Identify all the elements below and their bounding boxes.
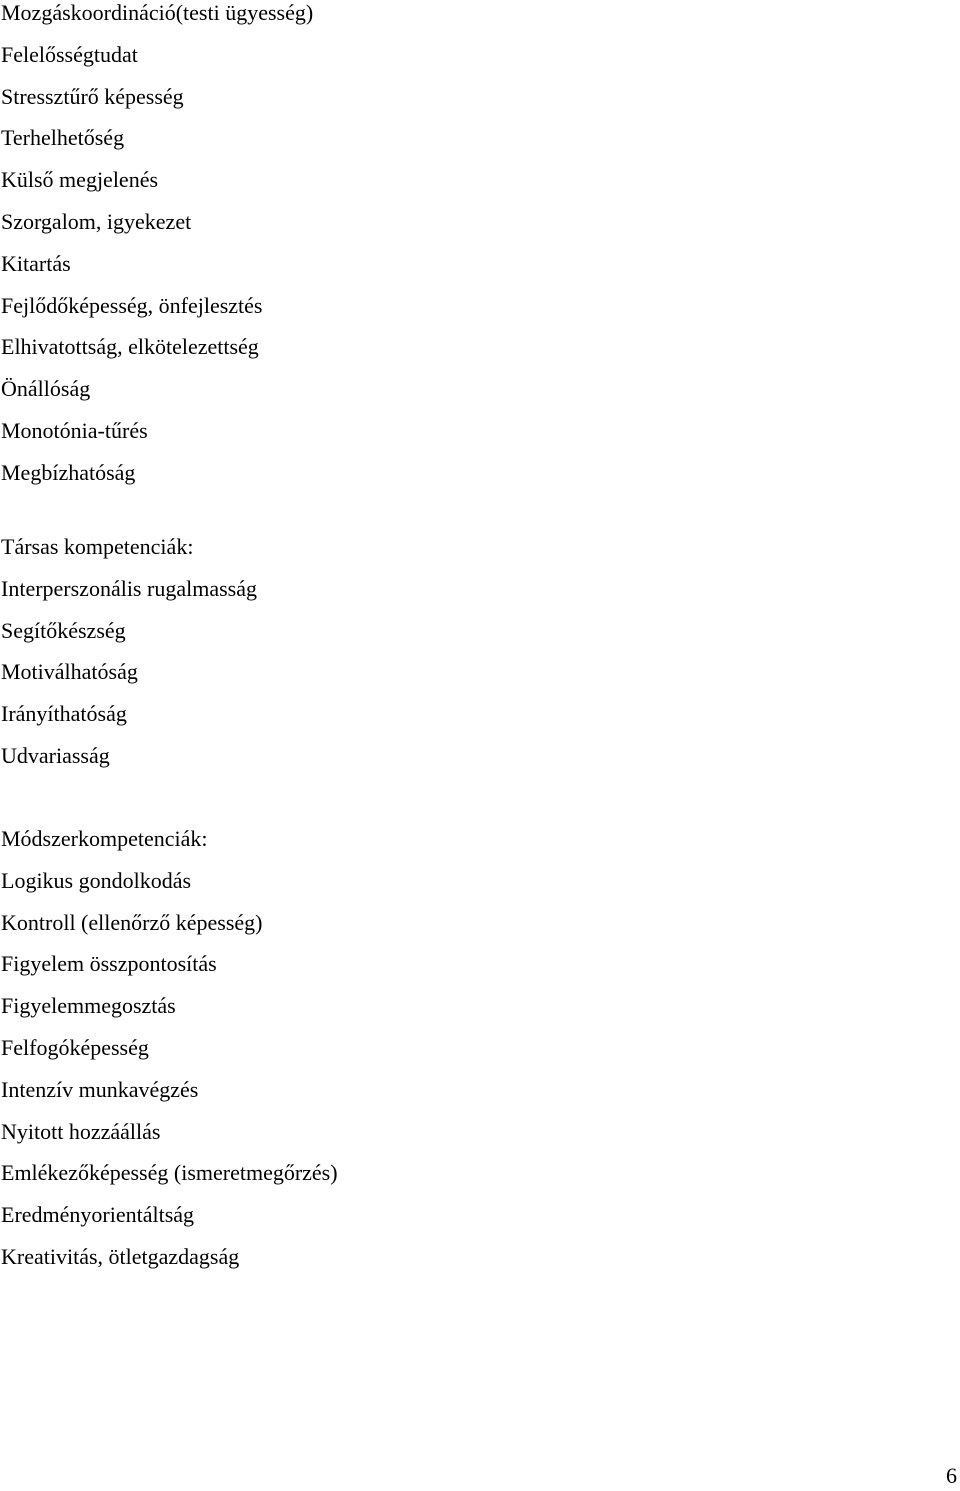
list-item: Motiválhatóság (1, 659, 138, 685)
list-item: Udvariasság (1, 742, 110, 768)
competency-list-personal (1, 0, 313, 494)
list-item: Kitartás (1, 250, 71, 276)
list-item: Segítőkészség (1, 617, 126, 643)
list-item: Intenzív munkavégzés (1, 1076, 199, 1102)
list-item: Monotónia-tűrés (1, 417, 148, 443)
list-item: Szorgalom, igyekezet (1, 208, 192, 234)
list-item: Logikus gondolkodás (1, 867, 192, 893)
list-item: Fejlődőképesség, önfejlesztés (1, 292, 263, 318)
competency-section-method (1, 818, 338, 1278)
list-item: Interperszonális rugalmasság (1, 575, 257, 601)
section-heading: Társas kompetenciák: (1, 534, 194, 559)
page-number: 6 (946, 1463, 957, 1488)
list-item: Felfogóképesség (1, 1034, 149, 1060)
list-item: Felelősségtudat (1, 41, 138, 67)
list-item: Terhelhetőség (1, 125, 125, 151)
list-item: Külső megjelenés (1, 167, 159, 193)
list-item: Megbízhatóság (1, 459, 136, 485)
list-item: Eredményorientáltság (1, 1202, 195, 1228)
competency-section-social (1, 526, 257, 777)
list-item: Irányíthatóság (1, 701, 127, 727)
list-item: Stressztűrő képesség (1, 83, 184, 109)
list-item: Figyelemmegosztás (1, 993, 176, 1019)
list-item: Kreativitás, ötletgazdagság (1, 1243, 240, 1269)
list-item: Emlékezőképesség (ismeretmegőrzés) (1, 1160, 338, 1186)
list-item: Elhivatottság, elkötelezettség (1, 334, 259, 360)
section-heading: Módszerkompetenciák: (1, 826, 208, 851)
list-item: Figyelem összpontosítás (1, 951, 217, 977)
list-item: Kontroll (ellenőrző képesség) (1, 909, 263, 935)
list-item: Önállóság (1, 376, 91, 402)
list-item: Nyitott hozzáállás (1, 1118, 161, 1144)
list-item: Mozgáskoordináció(testi ügyesség) (1, 0, 314, 25)
